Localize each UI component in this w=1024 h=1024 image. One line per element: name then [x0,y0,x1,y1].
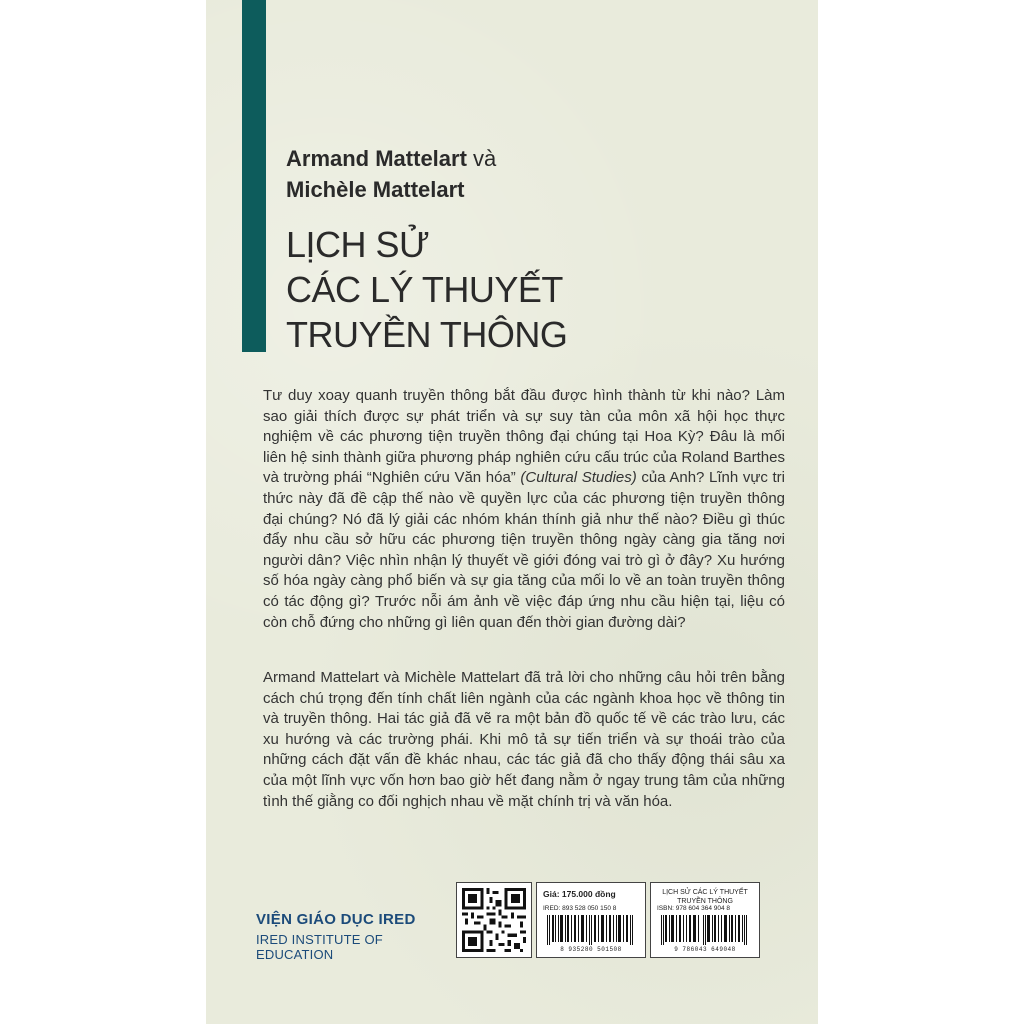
barcode-icon [543,915,639,945]
isbn-code: ISBN: 978 604 364 904 8 [657,905,731,912]
publisher-name-en: IRED INSTITUTE OF EDUCATION [256,932,383,962]
barcode-number: 9 786043 649048 [674,946,736,953]
price-box [536,882,646,958]
title-line-2: CÁC LÝ THUYẾT [286,269,563,310]
qr-code-icon [462,888,526,952]
isbn-title-line-1: LỊCH SỬ CÁC LÝ THUYẾT [662,889,748,896]
author-conjunction: và [466,146,497,171]
qr-code-box [456,882,532,958]
price-label: Giá: 175.000 đồng [543,889,616,899]
isbn-book-title [651,888,759,906]
title-line-3: TRUYỀN THÔNG [286,314,568,355]
book-title [286,222,806,357]
barcode-number: 8 935280 501508 [560,946,622,953]
accent-bar [242,0,266,352]
title-line-1: LỊCH SỬ [286,224,430,265]
blurb-paragraph-1 [263,386,785,633]
barcode-icon [657,915,753,945]
author-1: Armand Mattelart [286,146,467,171]
book-back-cover [206,0,818,1024]
publisher-name-vn: VIỆN GIÁO DỤC IRED [256,911,416,928]
authors [286,143,786,205]
isbn-box [650,882,760,958]
ired-code: IRED: 893 528 050 150 8 [543,905,617,912]
author-2: Michèle Mattelart [286,177,465,202]
blurb-text: Tư duy xoay quanh truyền thông bắt đầu được hình thành từ khi nào? Làm sao giải thích được sự phát triển và sự suy tàn của môn xã hội học thực nghiệm về các phương tiện truyền thông đại chúng tại Hoa Kỳ? Đâu là mối liên hệ sinh thành giữa phương pháp nghiên cứu cấu trúc của Roland Barthes và trường phái “Nghiên cứu Văn hóa” [263,387,785,487]
publisher-logo [256,911,446,962]
isbn-title-line-2: TRUYỀN THÔNG [677,898,733,905]
blurb-paragraph-2: Armand Mattelart và Michèle Mattelart đã trả lời cho những câu hỏi trên bằng cách chú trọng đến tính chất liên ngành của các ngành khoa học về thông tin và truyền thông. Hai tác giả đã vẽ ra một bản đồ quốc tế về các trào lưu, các xu hướng và các trường phái. Khi mô tả sự tiến triển và sự thoái trào của những cách đặt vấn đề khác nhau, các tác giả đã cho thấy động thái sâu xa của một lĩnh vực vốn hơn bao giờ hết đang nằm ở ngay trung tâm của những tình thế giằng co đối nghịch nhau về mặt chính trị và văn hóa. [263,669,785,810]
blurb-text-cont: của Anh? Lĩnh vực tri thức này đã đề cập thế nào về quyền lực của các phương tiện truyền thông đại chúng? Nó đã lý giải các nhóm khán thính giả như thế nào? Điều gì thúc đẩy nhu cầu sở hữu các phương tiện truyền thông ngày càng gia tăng nơi người dân? Việc nhìn nhận lý thuyết về giới đóng vai trò gì ở đây? Xu hướng số hóa ngày càng phổ biến và sự gia tăng của mối lo về an toàn truyền thông có tác động gì? Trước nỗi ám ảnh về việc đáp ứng nhu cầu hiện tại, liệu có còn chỗ đứng cho những gì liên quan đến thời gian đường dài? [263,469,785,631]
blurb-italic-text: (Cultural Studies) [520,469,637,487]
